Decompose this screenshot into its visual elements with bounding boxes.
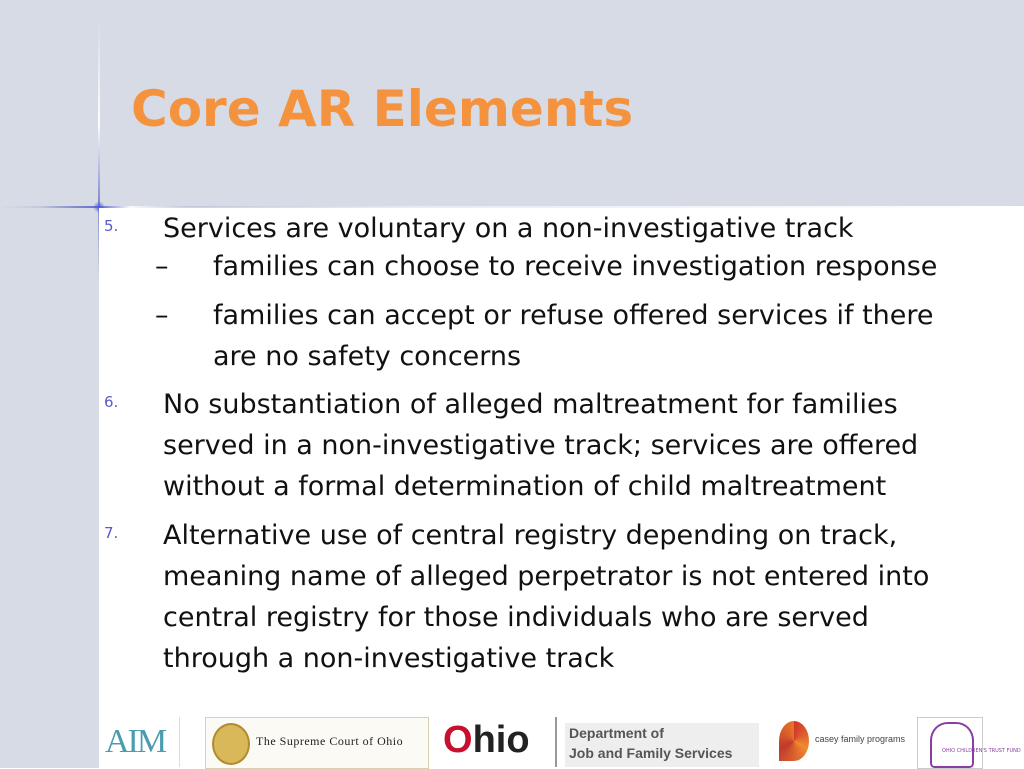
sub-item-text: families can accept or refuse offered services if there are no safety concerns — [213, 300, 934, 372]
list-item-text: Services are voluntary on a non-investigative track — [163, 213, 854, 244]
casey-logo-text: casey family programs — [815, 734, 906, 744]
ohio-logo-divider — [555, 717, 557, 767]
ohio-department-box — [565, 723, 759, 767]
list-number: 7. — [104, 524, 119, 542]
ohio-dept-line1: Department of — [569, 725, 664, 741]
supreme-court-logo — [205, 717, 429, 769]
dash-bullet: – — [155, 251, 169, 282]
dash-bullet: – — [155, 300, 169, 331]
childrens-trust-fund-logo — [917, 717, 1021, 769]
slide-title: Core AR Elements — [131, 80, 634, 138]
list-item-text: Alternative use of central registry depending on track, meaning name of alleged perpetrator is not entered into central registry for those individuals who are served through a non-investigative track — [163, 520, 930, 674]
list-item-text: No substantiation of alleged maltreatment for families served in a non-investigative track; services are offered without a formal determination of child maltreatment — [163, 389, 919, 502]
casey-logo — [775, 717, 905, 767]
aim-logo-text: AIM — [105, 723, 166, 760]
court-seal-icon — [212, 723, 250, 765]
ctf-logo-text: OHIO CHILDREN'S TRUST FUND — [942, 748, 1021, 754]
aim-logo — [99, 717, 180, 767]
ohio-jfs-logo — [443, 717, 759, 767]
list-number: 6. — [104, 393, 119, 411]
children-figures-icon — [930, 722, 974, 768]
slide-body — [99, 208, 1024, 713]
sub-item-text: families can choose to receive investigation response — [213, 251, 938, 282]
list-number: 5. — [104, 217, 119, 235]
ohio-wordmark: Ohio — [443, 719, 530, 761]
sponsor-logo-strip — [99, 713, 1024, 768]
casey-swirl-icon — [779, 721, 809, 761]
court-logo-text: The Supreme Court of Ohio — [256, 734, 404, 748]
left-sidebar-band — [0, 0, 99, 768]
ohio-dept-line2: Job and Family Services — [569, 745, 733, 761]
